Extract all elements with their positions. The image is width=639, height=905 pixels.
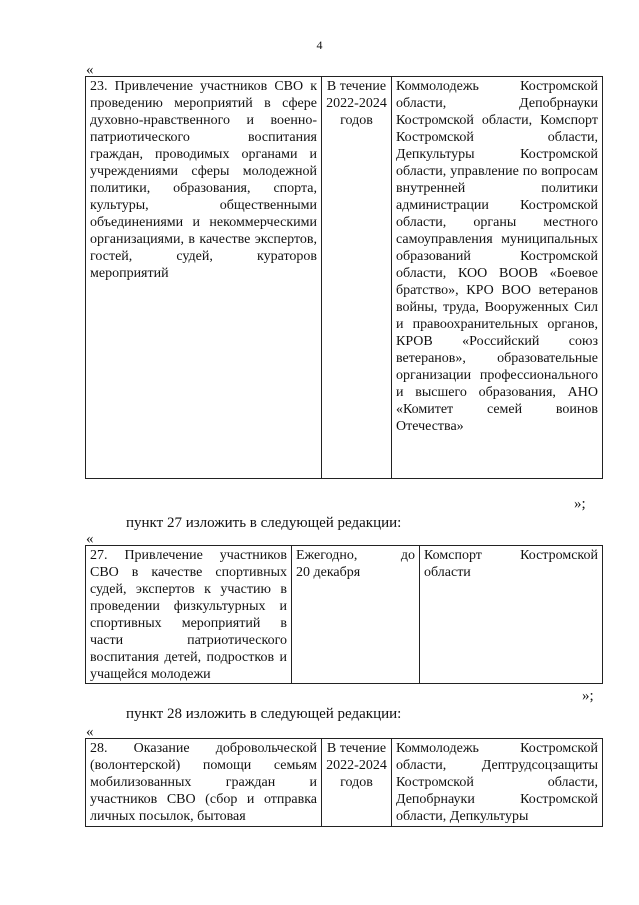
executors-cell: Комспорт Костромской области [420, 546, 603, 684]
deadline-cell: В течение 2022-2024 годов [322, 77, 392, 479]
table-item-28 [85, 738, 603, 827]
quote-close-2: »; [582, 688, 594, 704]
executors-cell: Коммолодежь Костромской области, Депобрнауки Костромской области, Комспорт Костромской области, Депкультуры Костромской области, управление по вопросам внутренней политики администрации Костромской области, органы местного самоуправления муниципальных образований Костромской области, КОО ВООВ «Боевое братство», КРО ВОО ветеранов войны, труда, Вооруженных Сил и правоохранительных органов, КРОВ «Российский союз ветеранов», образовательные организации профессионального и высшего образования, АНО «Комитет семей воинов Отечества» [392, 77, 603, 479]
deadline-cell: В течение 2022-2024 годов [322, 739, 392, 827]
instruction-paragraph-28: пункт 28 изложить в следующей редакции: [126, 706, 402, 722]
instruction-paragraph-27: пункт 27 изложить в следующей редакции: [126, 515, 402, 531]
deadline-text-c: 20 декабря [296, 565, 361, 580]
deadline-text-b: до [400, 548, 415, 563]
table-row [86, 739, 603, 827]
deadline-text-a: Ежегодно, [296, 548, 358, 563]
activity-cell: 28. Оказание добровольческой (волонтерской) помощи семьям мобилизованных граждан и участников СВО (сбор и отправка личных посылок, бытовая [86, 739, 322, 827]
quote-open-2: « [86, 531, 94, 547]
table-item-27 [85, 545, 603, 684]
quote-close-1: »; [574, 496, 586, 512]
page-number: 4 [316, 38, 323, 52]
table-row [86, 77, 603, 479]
deadline-cell [292, 546, 420, 684]
executors-cell: Коммолодежь Костромской области, Дептрудсоцзащиты Костромской области, Депобрнауки Костромской области, Депкультуры [392, 739, 603, 827]
activity-cell: 27. Привлечение участников СВО в качестве спортивных судей, экспертов к участию в проведении физкультурных и спортивных мероприятий в части патриотического воспитания детей, подростков и учащейся молодежи [86, 546, 292, 684]
quote-open-1: « [86, 62, 94, 78]
activity-cell: 23. Привлечение участников СВО к проведению мероприятий в сфере духовно-нравственного и военно-патриотического воспитания граждан, проводимых органами и учреждениями сферы молодежной политики, образования, спорта, культуры, общественными объединениями и некоммерческими организациями, в качестве экспертов, гостей, судей, кураторов мероприятий [86, 77, 322, 479]
quote-open-3: « [86, 724, 94, 740]
table-row [86, 546, 603, 684]
table-item-23 [85, 76, 603, 479]
